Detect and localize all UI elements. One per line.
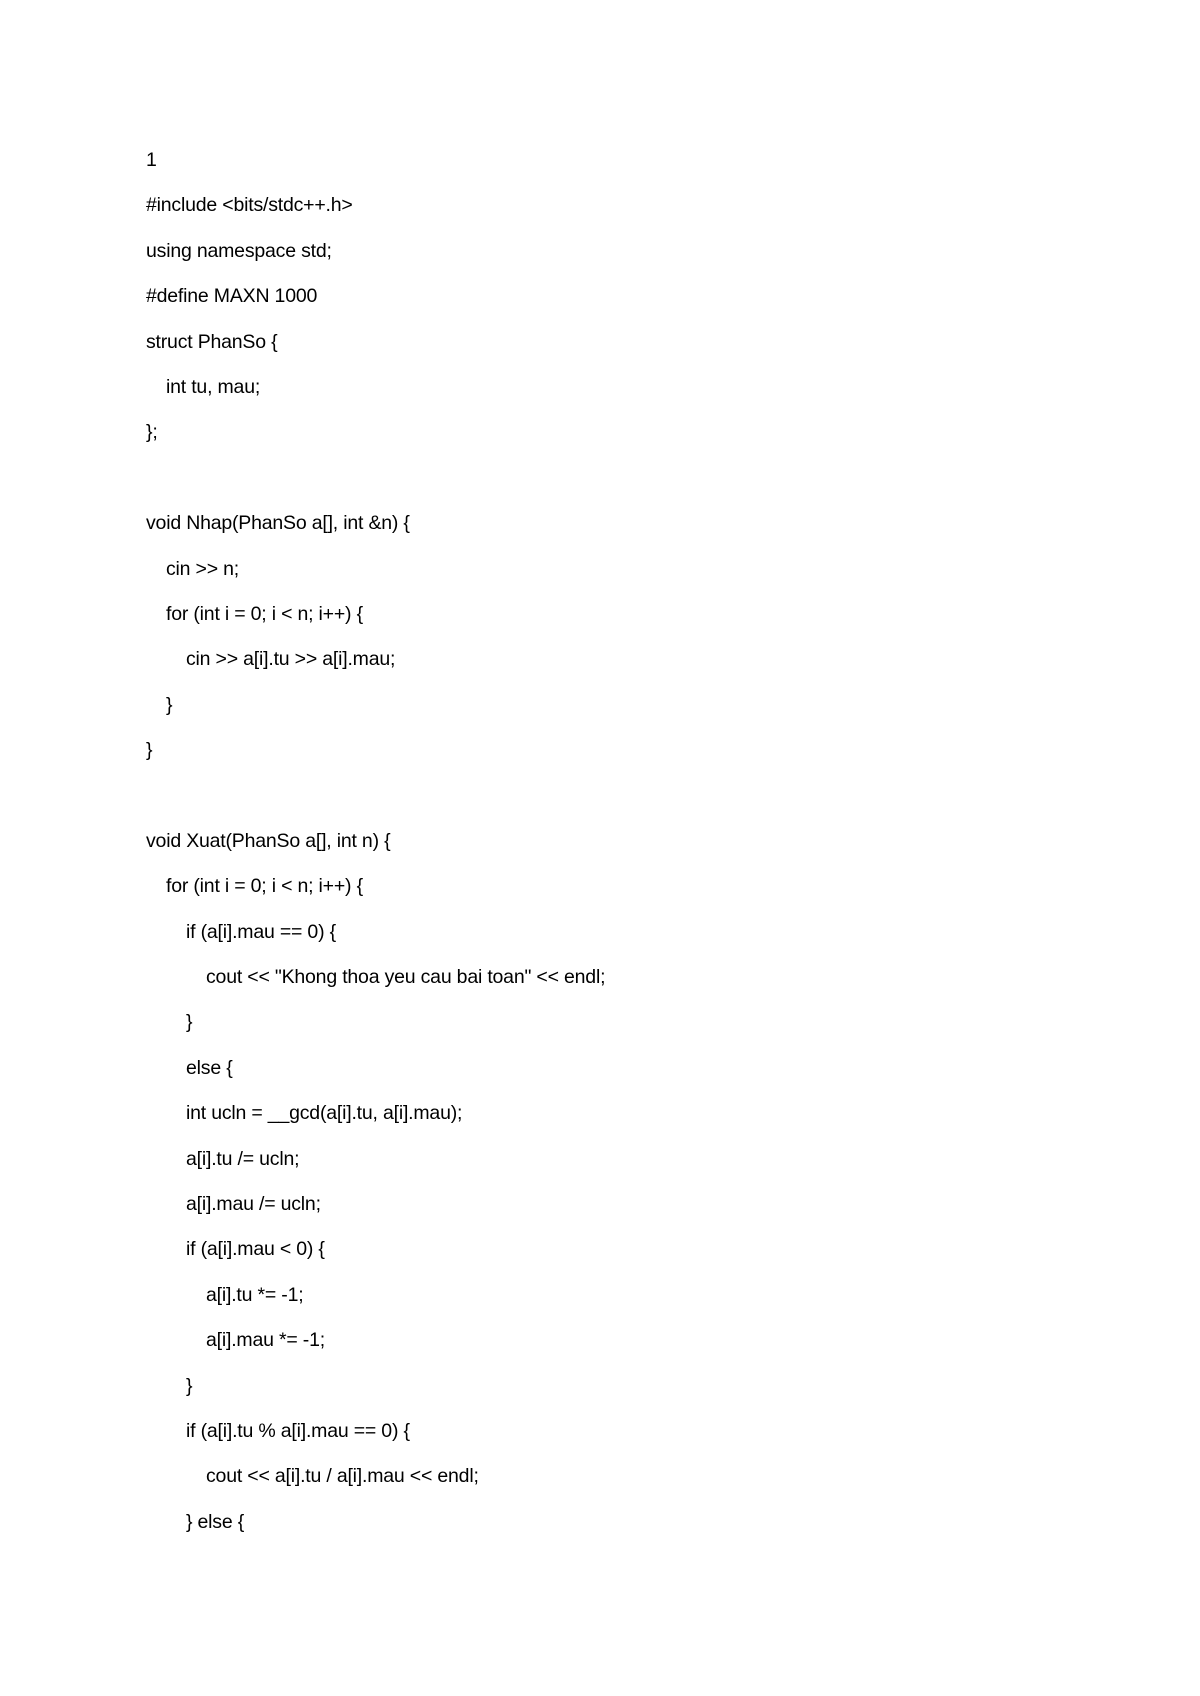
code-line: if (a[i].mau == 0) {: [186, 920, 336, 943]
code-line: }: [146, 739, 153, 762]
code-line: int tu, mau;: [166, 375, 261, 398]
code-line: };: [146, 421, 158, 444]
code-line: a[i].mau /= ucln;: [186, 1192, 321, 1215]
code-line: cin >> a[i].tu >> a[i].mau;: [186, 648, 396, 671]
code-line: }: [186, 1374, 193, 1397]
code-line: #include <bits/stdc++.h>: [146, 194, 353, 217]
code-line: cin >> n;: [166, 557, 240, 580]
code-line: else {: [186, 1056, 233, 1079]
code-listing: [146, 138, 605, 1545]
code-line: int ucln = __gcd(a[i].tu, a[i].mau);: [186, 1102, 463, 1125]
code-line: if (a[i].mau < 0) {: [186, 1238, 325, 1261]
code-line: void Nhap(PhanSo a[], int &n) {: [146, 512, 410, 535]
code-line: using namespace std;: [146, 239, 332, 262]
code-line: for (int i = 0; i < n; i++) {: [166, 875, 363, 898]
code-line: a[i].tu /= ucln;: [186, 1147, 300, 1170]
code-line: if (a[i].tu % a[i].mau == 0) {: [186, 1419, 410, 1442]
code-line: }: [166, 693, 173, 716]
code-line: struct PhanSo {: [146, 330, 278, 353]
code-line: [146, 456, 605, 501]
code-line: a[i].mau *= -1;: [206, 1329, 325, 1352]
code-line: a[i].tu *= -1;: [206, 1283, 304, 1306]
code-line: void Xuat(PhanSo a[], int n) {: [146, 829, 391, 852]
code-line: #define MAXN 1000: [146, 285, 318, 308]
code-line: 1: [146, 149, 157, 171]
code-line: }: [186, 1011, 193, 1034]
code-line: } else {: [186, 1510, 245, 1533]
code-line: cout << "Khong thoa yeu cau bai toan" << endl;: [206, 966, 606, 989]
code-line: for (int i = 0; i < n; i++) {: [166, 602, 363, 625]
code-line: cout << a[i].tu / a[i].mau << endl;: [206, 1465, 479, 1488]
code-line: [146, 773, 605, 818]
